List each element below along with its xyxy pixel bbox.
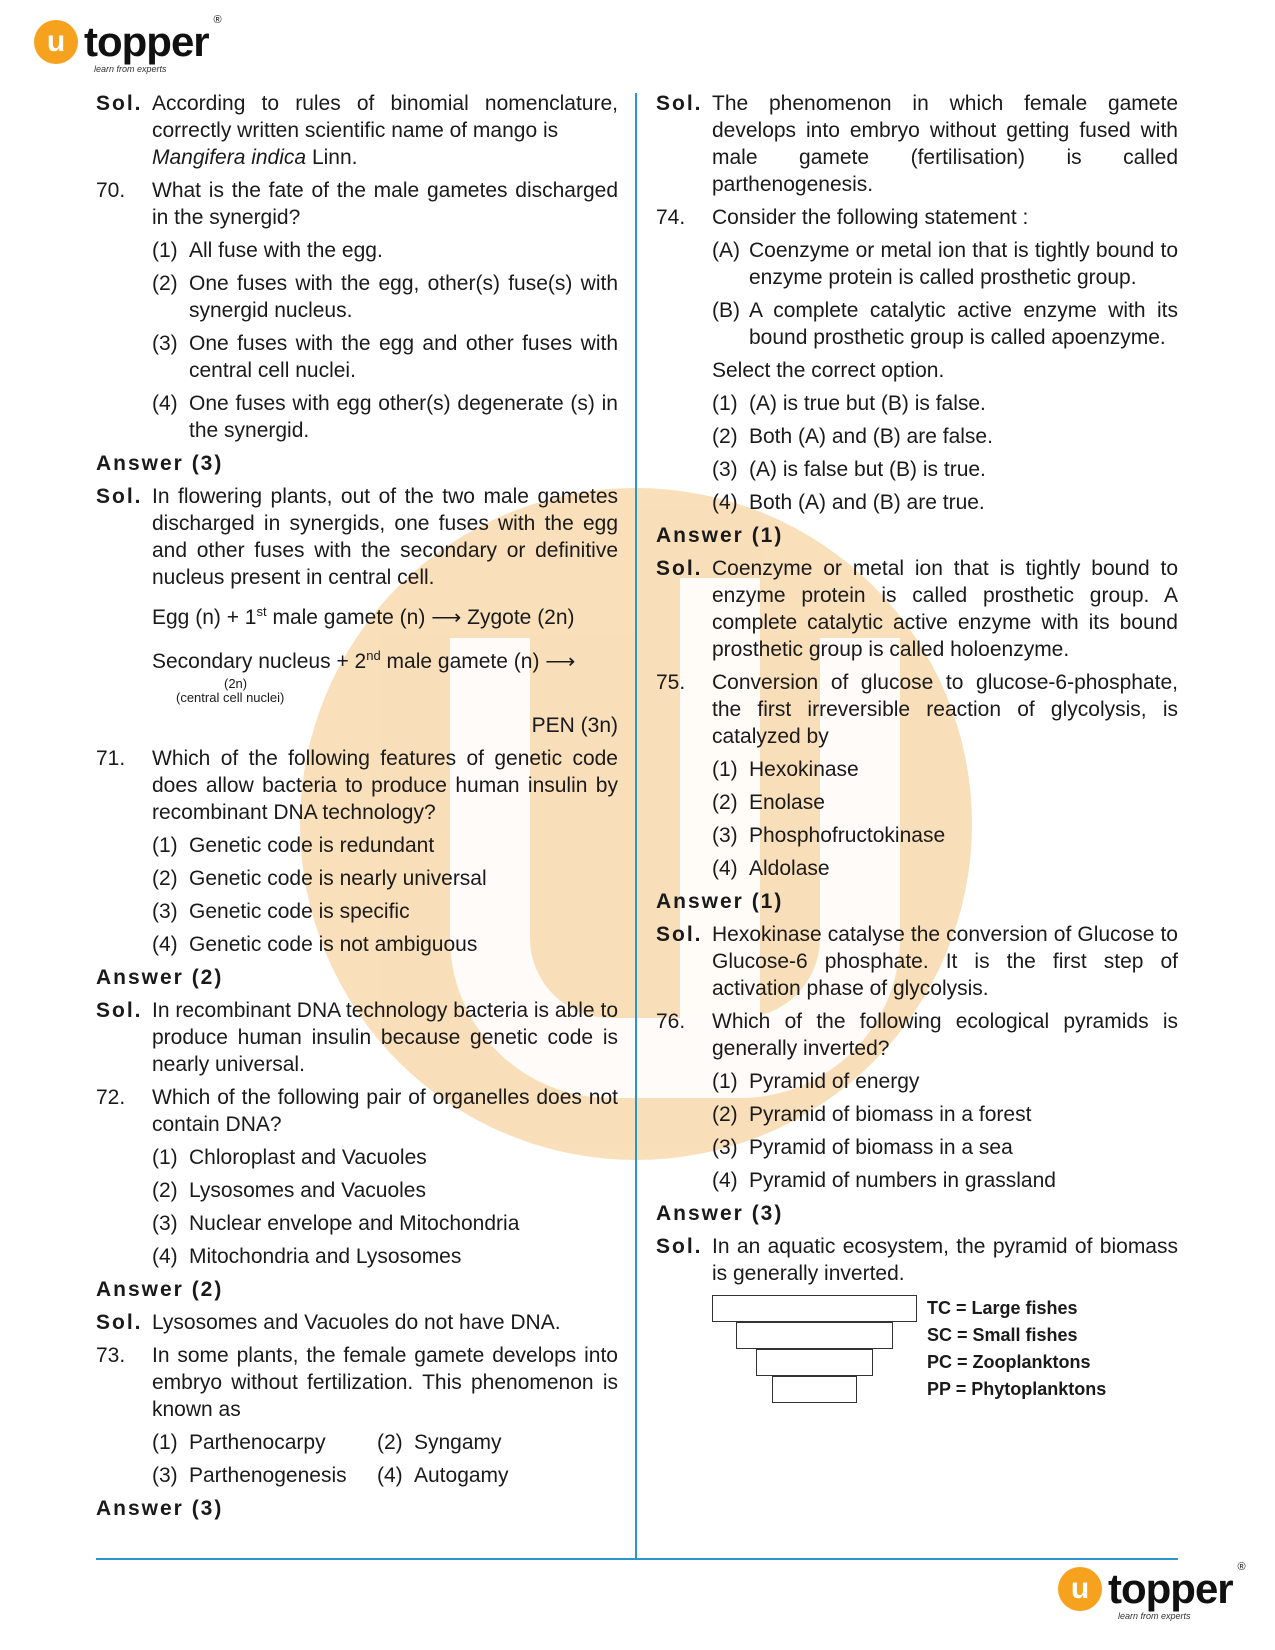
option: (3) Phosphofructokinase — [712, 824, 946, 847]
option: (2) Lysosomes and Vacuoles — [152, 1179, 426, 1202]
equation-zygote: Egg (n) + 1st male gamete (n) ⟶ Zygote (2n) — [152, 604, 575, 629]
logo-tagline: learn from experts — [94, 64, 167, 74]
option-pair: (1) Parthenocarpy (2) Syngamy — [152, 1431, 502, 1454]
question-74: 74. Consider the following statement : — [656, 206, 1029, 229]
option: (2) Genetic code is nearly universal — [152, 867, 487, 890]
left-column: Sol. According to rules of binomial nomenclature, correctly written scientific name of mango is Mangifera indica Linn. 70. What is the fate of the male gametes discharged in the synergid? (1) All fuse with the egg. (2) One fuses with the egg, other(s) fuse(s) with synergid nucleus. (3) One fuses with the egg and other fuses with central cell nuclei. (4) One fuses with egg other(s) degenerate (s) in the synergid. Answer (3) Sol. In flowering plants, out of the two male gametes discharged in synergids, one fuses with the egg and other fuses with the secondary or definitive nucleus present in central cell. Egg (n) + 1st male gamete (n) ⟶ Zygote (2n) Secondary nucleus + 2nd male gamete (n) ⟶ (2n) (central cell nuclei) PEN (3n) 71. Which of the following features of genetic code does allow bacteria to produce human insulin by recombinant DNA technology? (1) Genetic code is redundant (2) Genetic code is nearly universal (3) Genetic code is specific (4) Genetic code is not ambiguous Answer (2) Sol. In recombinant DNA technology bacteria is able to produce human insulin because genetic code is nearly universal. 72. Which of the following pair of organelles does not contain DNA? (1) Chloroplast and Vacuoles (2) Lysosomes and Vacuoles (3) Nuclear envelope and Mitochondria (4) Mitochondria and Lysosomes Answer (2) Sol. Lysosomes and Vacuoles do not have DNA. 73. In some plants, the female gamete develops into embryo without fertilization. This phenomenon is known as (1) Parthenocarpy (2) Syngamy (3) Parthenogenesis (4) Autogamy Answer (3) — [96, 92, 618, 1520]
topper-logo-footer — [1058, 1561, 1245, 1621]
option: (1) Pyramid of energy — [712, 1070, 920, 1093]
solution-72: Sol. Lysosomes and Vacuoles do not have DNA. — [96, 1311, 561, 1334]
right-column — [656, 90, 1178, 1415]
option: (3) Pyramid of biomass in a sea — [712, 1136, 1013, 1159]
option: (2) Pyramid of biomass in a forest — [712, 1103, 1032, 1126]
pyramid-level-sc — [736, 1322, 893, 1349]
logo-wordmark: topper ® — [1108, 1561, 1245, 1612]
option-pair: (3) Parthenogenesis (4) Autogamy — [152, 1464, 509, 1487]
answer-72: Answer (2) — [96, 1278, 224, 1301]
scientific-name: Mangifera indica — [152, 146, 307, 169]
option: (1) Genetic code is redundant — [152, 834, 435, 857]
option: (2) Both (A) and (B) are false. — [712, 425, 993, 448]
solution-70: Sol. In flowering plants, out of the two male gametes discharged in synergids, one fuses with the egg and other fuses with the secondary or definitive nucleus present in central cell. — [96, 485, 618, 589]
option: (2) Enolase — [712, 791, 825, 814]
question-75: 75. Conversion of glucose to glucose-6-phosphate, the first irreversible reaction of glycolysis, is catalyzed by — [656, 671, 1178, 748]
option: (4) Aldolase — [712, 857, 830, 880]
equation-result: PEN (3n) — [531, 714, 618, 737]
answer-76: Answer (3) — [656, 1202, 784, 1225]
topper-logo-mark-icon: u — [1058, 1567, 1102, 1611]
answer-70: Answer (3) — [96, 452, 224, 475]
question-73: 73. In some plants, the female gamete develops into embryo without fertilization. This phenomenon is known as — [96, 1344, 618, 1421]
footer-divider — [96, 1558, 1178, 1560]
solution-73: Sol. The phenomenon in which female gamete develops into embryo without getting fused with male gamete (fertilisation) is called parthenogenesis. — [656, 92, 1178, 196]
option: (1) All fuse with the egg. — [152, 239, 383, 262]
option: (2) One fuses with the egg, other(s) fuse(s) with synergid nucleus. — [152, 272, 618, 322]
option: (1) Hexokinase — [712, 758, 859, 781]
option: (4) One fuses with egg other(s) degenerate (s) in the synergid. — [152, 392, 618, 442]
pyramid-level-tc — [712, 1295, 917, 1322]
solution-76: Sol. In an aquatic ecosystem, the pyramid of biomass is generally inverted. — [656, 1235, 1178, 1285]
question-71: 71. Which of the following features of genetic code does allow bacteria to produce human insulin by recombinant DNA technology? — [96, 747, 618, 824]
pyramid-level-pp — [772, 1376, 857, 1403]
option: (3) (A) is false but (B) is true. — [712, 458, 986, 481]
option: (3) Genetic code is specific — [152, 900, 410, 923]
statement-b: (B) A complete catalytic active enzyme with its bound prosthetic group is called apoenzyme. — [712, 299, 1178, 349]
option: (4) Genetic code is not ambiguous — [152, 933, 478, 956]
solution-69: Sol. According to rules of binomial nomenclature, correctly written scientific name of mango is Mangifera indica Linn. — [96, 92, 618, 169]
option: (1) (A) is true but (B) is false. — [712, 392, 986, 415]
topper-logo-mark-icon: u — [34, 20, 78, 64]
column-divider — [635, 93, 637, 1560]
pyramid-level-pc — [756, 1349, 873, 1376]
inverted-biomass-pyramid — [712, 1295, 1178, 1415]
logo-tagline: learn from experts — [1118, 1611, 1191, 1621]
option: (4) Mitochondria and Lysosomes — [152, 1245, 462, 1268]
option: (3) Nuclear envelope and Mitochondria — [152, 1212, 520, 1235]
question-70: 70. What is the fate of the male gametes discharged in the synergid? — [96, 179, 618, 229]
answer-71: Answer (2) — [96, 966, 224, 989]
option: (3) One fuses with the egg and other fuses with central cell nuclei. — [152, 332, 618, 382]
solution-74: Sol. Coenzyme or metal ion that is tightly bound to enzyme protein is called prosthetic group. A complete catalytic active enzyme with its bound prosthetic group is called holoenzyme. — [656, 557, 1178, 661]
option: (1) Chloroplast and Vacuoles — [152, 1146, 427, 1169]
statement-a: (A) Coenzyme or metal ion that is tightly bound to enzyme protein is called prosthetic group. — [712, 239, 1178, 289]
logo-wordmark: topper ® — [84, 14, 221, 65]
solution-75: Sol. Hexokinase catalyse the conversion of Glucose to Glucose-6 phosphate. It is the first step of activation phase of glycolysis. — [656, 923, 1178, 1000]
option: (4) Pyramid of numbers in grassland — [712, 1169, 1056, 1192]
select-prompt: Select the correct option. — [712, 359, 945, 382]
answer-75: Answer (1) — [656, 890, 784, 913]
answer-73: Answer (3) — [96, 1497, 224, 1520]
pyramid-legend: TC = Large fishes SC = Small fishes PC = Zooplanktons PP = Phytoplanktons — [927, 1298, 1107, 1399]
solution-71: Sol. In recombinant DNA technology bacteria is able to produce human insulin because genetic code is nearly universal. — [96, 999, 618, 1076]
topper-logo — [34, 14, 221, 74]
answer-74: Answer (1) — [656, 524, 784, 547]
question-76: 76. Which of the following ecological pyramids is generally inverted? — [656, 1010, 1178, 1060]
equation-pen: Secondary nucleus + 2nd male gamete (n) ⟶ — [152, 648, 576, 673]
question-72: 72. Which of the following pair of organelles does not contain DNA? — [96, 1086, 618, 1136]
option: (4) Both (A) and (B) are true. — [712, 491, 985, 514]
